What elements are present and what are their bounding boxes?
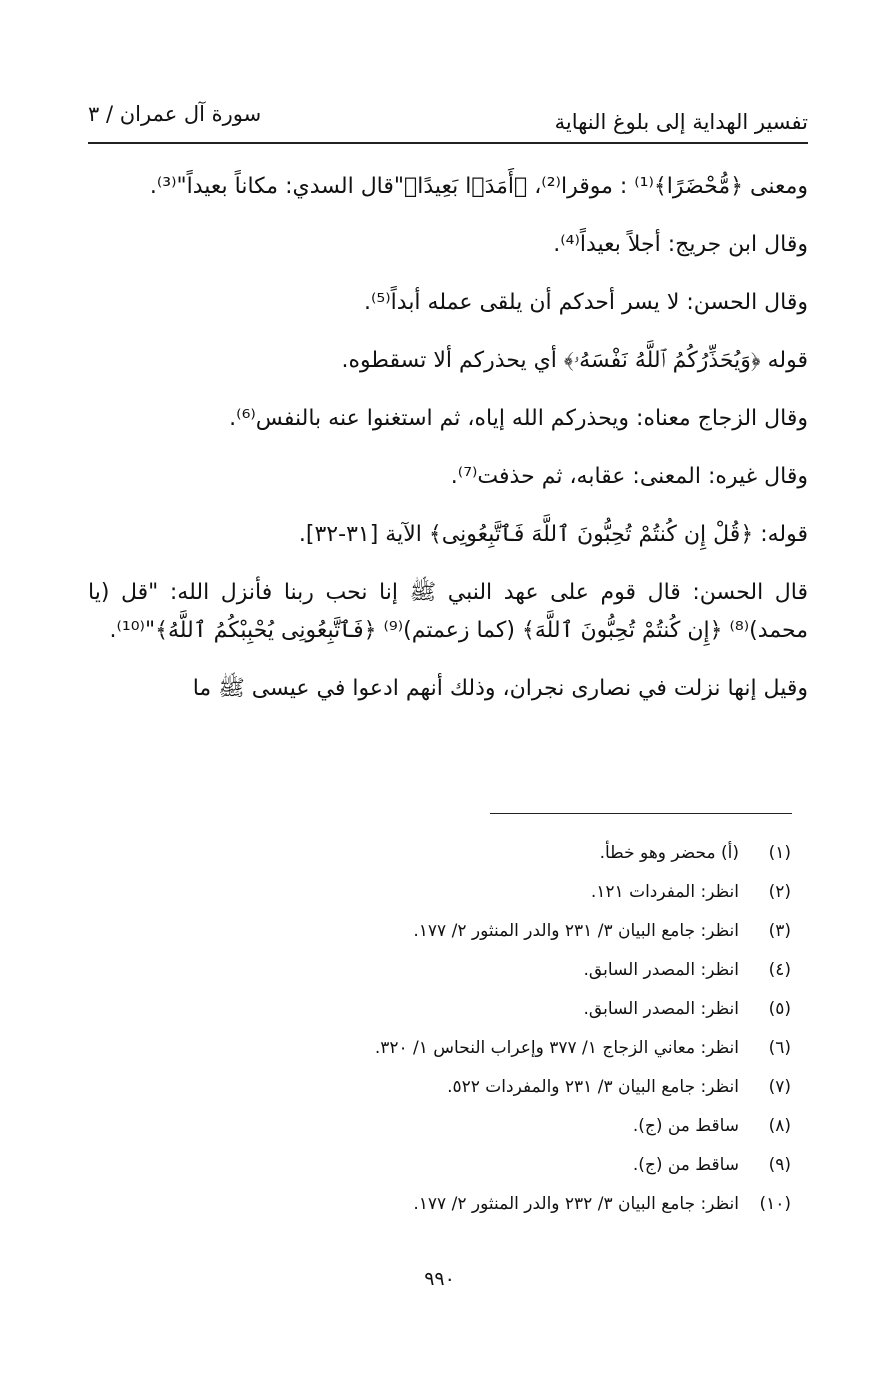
main-text <box>88 168 808 728</box>
footnote <box>91 951 791 990</box>
footnote-text: انظر: معاني الزجاج ١/ ٣٧٧ وإعراب النحاس ١/ ٣٢٠. <box>374 1038 739 1058</box>
footnote-text: ساقط من (ج). <box>632 1155 739 1175</box>
footnote-number: (٨) <box>768 1116 791 1136</box>
paragraph: ومعنى ﴿مُّحْضَرًا﴾⁽¹⁾ : موقرا⁽²⁾، ﴿أَمَدَۢا بَعِيدًا﴾"قال السدي: مكاناً بعيداً"⁽³⁾. <box>149 174 808 199</box>
paragraph: وقال الزجاج معناه: ويحذركم الله إياه، ثم استغنوا عنه بالنفس⁽⁶⁾. <box>229 406 808 431</box>
footnote-number: (٢) <box>768 882 791 902</box>
footnote <box>91 873 791 912</box>
footnote-text: انظر: جامع البيان ٣/ ٢٣١ والمفردات ٥٢٢. <box>447 1077 739 1097</box>
footnotes <box>91 834 791 1224</box>
footnote-number: (٤) <box>768 960 791 980</box>
footnote <box>91 912 791 951</box>
footnote <box>91 1185 791 1224</box>
footnote-number: (٩) <box>768 1155 791 1175</box>
paragraph: قوله: ﴿قُلْ إِن كُنتُمْ تُحِبُّونَ ٱللَّهَ فَٱتَّبِعُونِى﴾ الآية [٣١-٣٢]. <box>298 522 808 547</box>
page-number: ٩٩٠ <box>424 1268 455 1290</box>
paragraph: وقال غيره: المعنى: عقابه، ثم حذفت⁽⁷⁾. <box>450 464 808 489</box>
footnote <box>91 1029 791 1068</box>
footnote-number: (٥) <box>768 999 791 1019</box>
paragraph: وقال ابن جريج: أجلاً بعيداً⁽⁴⁾. <box>553 232 808 257</box>
footnote-text: انظر: جامع البيان ٣/ ٢٣٢ والدر المنثور ٢/ ١٧٧. <box>413 1194 739 1214</box>
footnote-number: (١٠) <box>759 1194 791 1214</box>
footnote <box>91 834 791 873</box>
paragraph: وقيل إنها نزلت في نصارى نجران، وذلك أنهم ادعوا في عيسى ﷺ ما <box>192 676 808 701</box>
surah-reference: سورة آل عمران / ٣ <box>88 102 262 126</box>
footnote <box>91 1068 791 1107</box>
footnote-text: انظر: المصدر السابق. <box>583 999 739 1019</box>
running-header <box>88 100 808 144</box>
footnote-text: انظر: المفردات ١٢١. <box>590 882 739 902</box>
paragraph: وقال الحسن: لا يسر أحدكم أن يلقى عمله أبداً⁽⁵⁾. <box>364 290 808 315</box>
footnote-number: (٧) <box>768 1077 791 1097</box>
footnote-text: انظر: المصدر السابق. <box>583 960 739 980</box>
paragraph: قال الحسن: قال قوم على عهد النبي ﷺ إنا نحب ربنا فأنزل الله: "قل (يا محمد)⁽⁸⁾ ﴿إِن كُنتُمْ تُحِبُّونَ ٱللَّهَ﴾ (كما زعمتم)⁽⁹⁾ ﴿فَٱتَّبِعُونِى يُحْبِبْكُمُ ٱللَّهُ﴾"⁽¹⁰⁾. <box>88 580 808 643</box>
footnote <box>91 990 791 1029</box>
paragraph: قوله ﴿وَيُحَذِّرُكُمُ ٱللَّهُ نَفْسَهُۥ﴾ أي يحذركم ألا تسقطوه. <box>341 348 808 373</box>
footnote-text: انظر: جامع البيان ٣/ ٢٣١ والدر المنثور ٢/ ١٧٧. <box>413 921 739 941</box>
footnote <box>91 1107 791 1146</box>
footnote-number: (٦) <box>768 1038 791 1058</box>
footnote-number: (٣) <box>768 921 791 941</box>
book-title: تفسير الهداية إلى بلوغ النهاية <box>554 110 808 134</box>
footnote-text: (أ) محضر وهو خطأ. <box>599 843 739 863</box>
footnote-number: (١) <box>768 843 791 863</box>
footnote <box>91 1146 791 1185</box>
footnote-text: ساقط من (ج). <box>632 1116 739 1136</box>
footnote-separator <box>490 813 792 814</box>
